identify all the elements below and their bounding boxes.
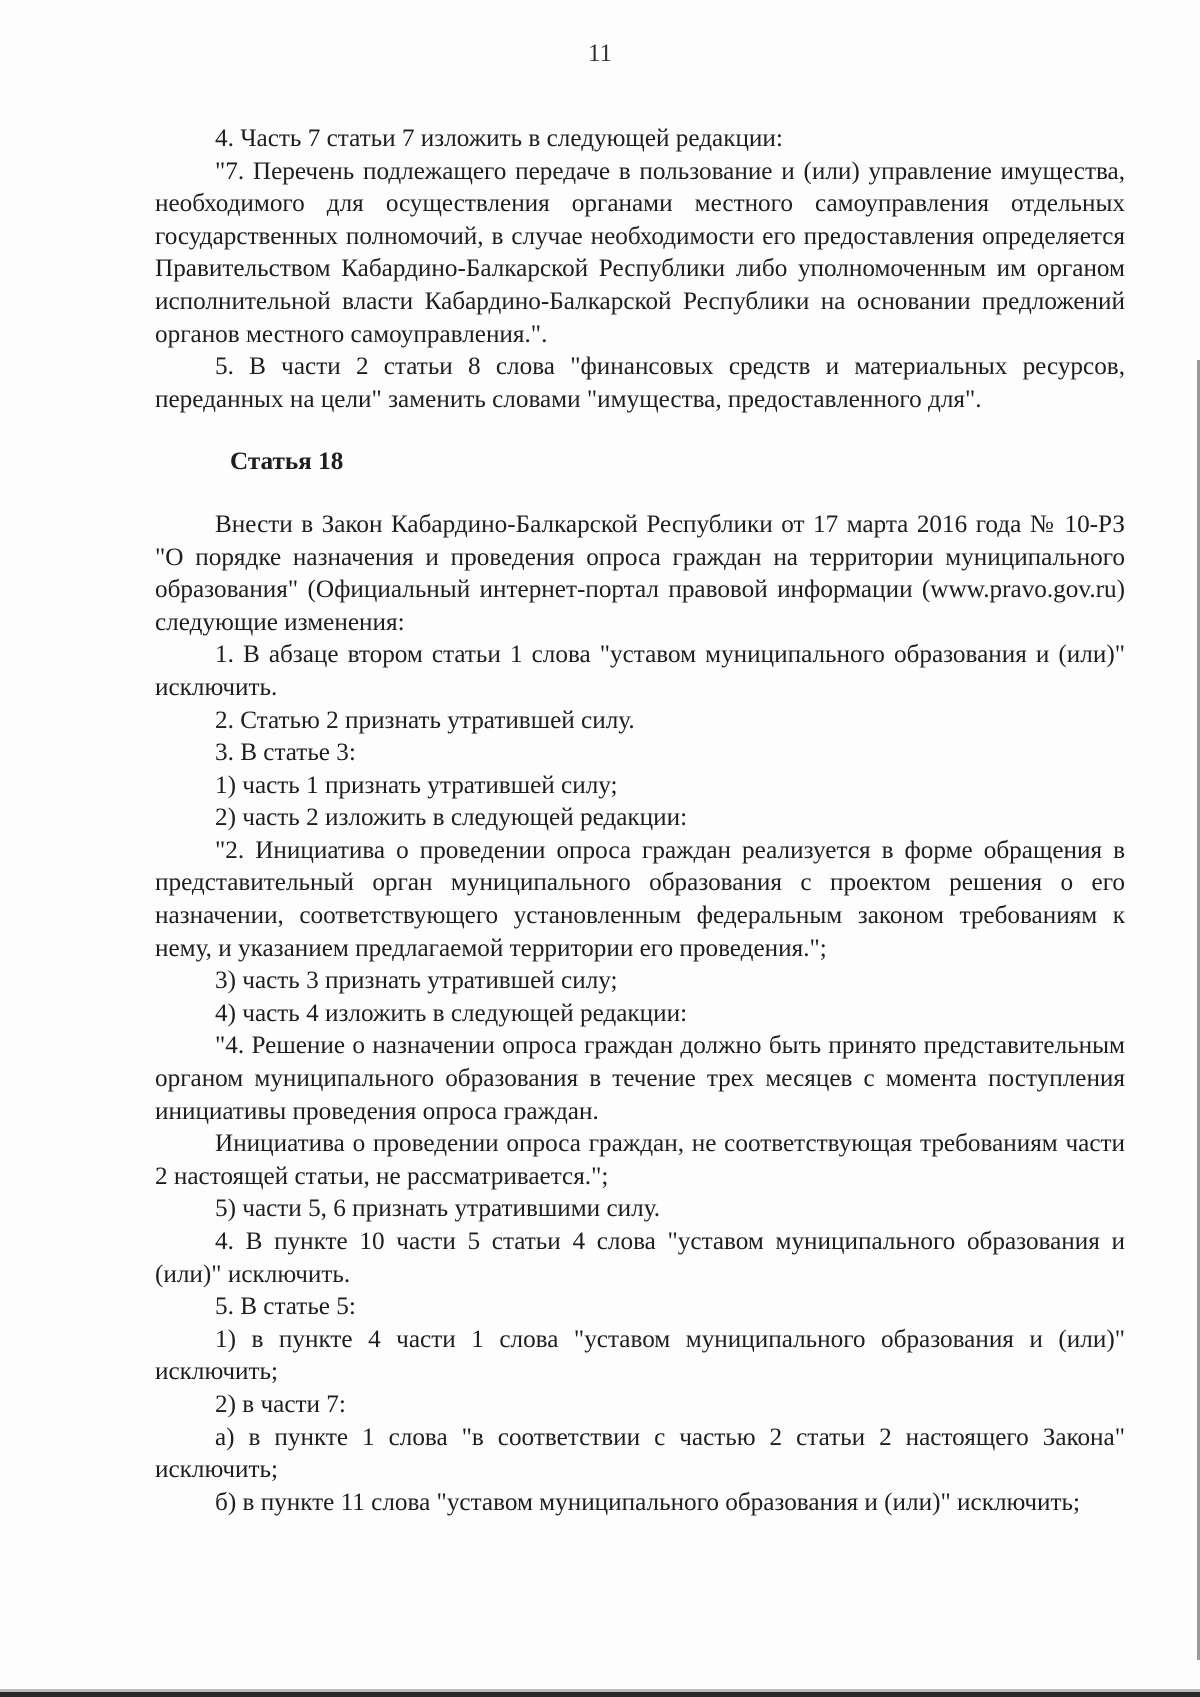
paragraph: б) в пункте 11 слова "уставом муниципального образования и (или)" исключить; <box>215 1488 1081 1516</box>
paragraph: 1) в пункте 4 части 1 слова "уставом муниципального образования и (или)" исключить; <box>155 1325 1125 1386</box>
page-number: 11 <box>587 40 613 67</box>
paragraph: "7. Перечень подлежащего передаче в пользование и (или) управление имущества, необходимого для осуществления органами местного самоуправления отдельных государственных полномочий, в случае необходимости его предоставления определяется Правительством Кабардино-Балкарской Республики либо уполномоченным им органом исполнительной власти Кабардино-Балкарской Республики на основании предложений органов местного самоуправления.". <box>155 157 1125 348</box>
paragraph: 1) часть 1 признать утратившей силу; <box>215 771 618 799</box>
paragraph: 5) части 5, 6 признать утратившими силу. <box>215 1195 661 1223</box>
paragraph: 4) часть 4 изложить в следующей редакции: <box>215 999 688 1027</box>
document-body <box>155 123 1125 1519</box>
paragraph: 2) часть 2 изложить в следующей редакции: <box>215 804 688 832</box>
paragraph: а) в пункте 1 слова "в соответствии с частью 2 статьи 2 настоящего Закона" исключить; <box>155 1423 1125 1484</box>
scan-edge-bottom <box>0 1692 1200 1697</box>
paragraph: 5. В статье 5: <box>215 1293 356 1321</box>
paragraph: 1. В абзаце втором статьи 1 слова "уставом муниципального образования и (или)" исключить. <box>155 641 1125 701</box>
article-heading: Статья 18 <box>230 448 344 476</box>
paragraph: 2) в части 7: <box>215 1390 346 1418</box>
paragraph: "4. Решение о назначении опроса граждан должно быть принято представительным органом муниципального образования в течение трех месяцев с момента поступления инициативы проведения опроса граждан. <box>155 1032 1125 1125</box>
paragraph: 3. В статье 3: <box>215 739 356 767</box>
paragraph: 4. Часть 7 статьи 7 изложить в следующей редакции: <box>215 125 783 152</box>
paragraph: Внести в Закон Кабардино-Балкарской Республики от 17 марта 2016 года № 10-РЗ "О порядке назначения и проведения опроса граждан на территории муниципального образования" (Официальный интернет-портал правовой информации (www.pravo.gov.ru) следующие изменения: <box>155 510 1125 636</box>
paragraph: 2. Статью 2 признать утратившей силу. <box>215 706 635 734</box>
paragraph: Инициатива о проведении опроса граждан, не соответствующая требованиям части 2 настоящей статьи, не рассматривается."; <box>155 1130 1125 1190</box>
paragraph: 3) часть 3 признать утратившей силу; <box>215 967 618 995</box>
paragraph: 5. В части 2 статьи 8 слова "финансовых средств и материальных ресурсов, переданных на цели" заменить словами "имущества, предоставленного для". <box>155 353 1125 413</box>
paragraph: 4. В пункте 10 части 5 статьи 4 слова "уставом муниципального образования и (или)" исключить. <box>155 1228 1125 1288</box>
paragraph: "2. Инициатива о проведении опроса граждан реализуется в форме обращения в представительный орган муниципального образования с проектом решения о его назначении, соответствующего установленным федеральным законом требованиям к нему, и указанием предлагаемой территории его проведения."; <box>155 836 1125 962</box>
